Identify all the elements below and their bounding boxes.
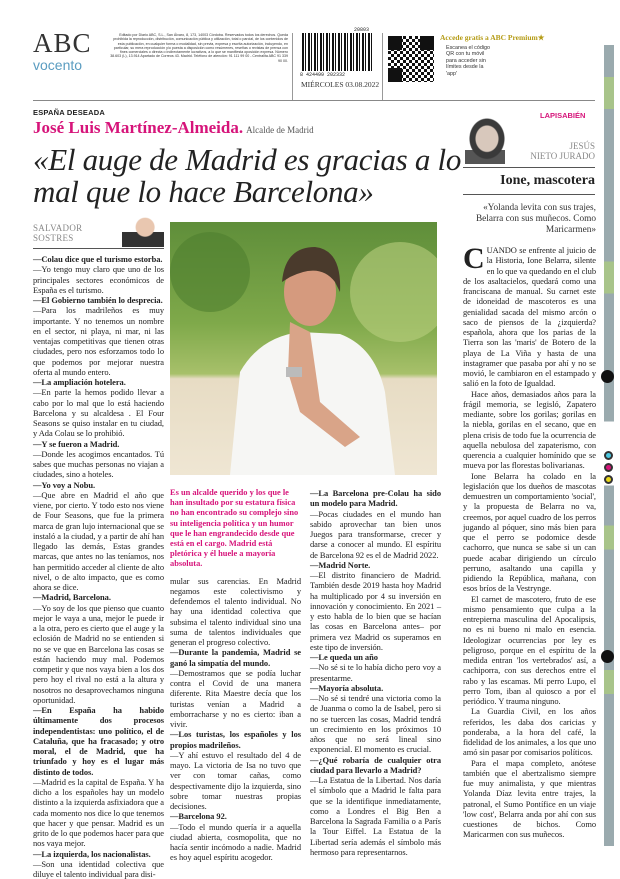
interview-answer: —Y ahí estuvo el resultado del 4 de mayo. La victoria de Isa no tuvo que ver con tomar cañas, como despectivamente dijo la izquierda, sino sobre tomar nuestras propias decisiones. xyxy=(170,749,301,812)
rule xyxy=(463,194,595,195)
interview-answer: —Madrid es la capital de España. Y ha dicho a los españoles hay un modelo distinto a la izquierda asfixiadora que a cada momento nos dice lo que tenemos que hacer y que pensar. Madrid es un grito de lo que podemos hacer para que nos vaya mejor. xyxy=(33,776,164,849)
opinion-column-body xyxy=(463,242,596,840)
interview-answer: —Demostramos que se podía luchar contra el Covid de una manera diferente. Rita Maestre decía que los turistas venían a Madrid a emborracharse y no es cierto: iban a vivir. xyxy=(170,667,301,730)
author-byline xyxy=(33,223,82,243)
interview-question: —Los turistas, los españoles y los propios madrileños. xyxy=(170,729,301,750)
interview-answer: —El distrito financiero de Madrid. También desde 2019 hasta hoy Madrid ha multiplicado por 4 su inversión en innovación y conocimiento. En 2021 –y esto habla de lo bien que se hacían las cosas en Barcelona antes– por primera vez Madrid os superamos en este tipo de inversión. xyxy=(310,570,441,652)
interview-answer: —Son una identidad colectiva que diluye el talento individual para disi- xyxy=(33,858,164,879)
paragraph-text: UANDO se enfrente al juicio de la Historia, Ione Belarra, silente en lo que va quedando en el club de los asaltacielos, quedará como una franciscana de manual. Su carnet este de idoneidad de mascoteros es una genialidad sacada del mismo arcón o saco de piensos de la ¿izquierda? española, ahora que los parias de la Tierra son las 'maris' de Botero de la playa de La Viña y hasta de una instagramer que pasaba por ahí y no se movió, le cambiaron en el estampado y salió en la foto de Igualdad. xyxy=(463,245,596,389)
columnist-byline xyxy=(510,141,595,161)
author-last: NIETO JURADO xyxy=(530,151,595,161)
header-rule xyxy=(33,100,595,101)
interview-question: —¿Qué robaría de cualquier otra ciudad para llevarlo a Madrid? xyxy=(310,754,441,775)
interview-question: —La ampliación hotelera. xyxy=(33,377,126,387)
interview-answer: —Que abre en Madrid el año que viene, por cierto. Y todo esto nos viene de Four Seasons, que fue la primera marca de gran lujo internacional que se instaló a la ciudad, y a partir de ahí han llegado las demás, Estas grandes marcas, que antes no las teníamos, nos han permitido acceder al cliente de alto nivel, o de alto impacto, que es como ahora se dice. xyxy=(33,489,164,592)
byline-rule xyxy=(33,248,164,249)
interview-question: —La izquierda, los nacionalistas. xyxy=(33,848,151,859)
article-column-2-wrapper xyxy=(170,488,301,863)
interview-answer: —Yo soy de los que pienso que cuanto mejor le vaya a una, mejor le puede ir a la otra, pero es cierto que el auge y la eclosión de Madrid no se entienden si no se ve que en Barcelona las cosas se están haciendo muy mal. Podemos competir y que nos vaya bien a los dos pero hoy el rival no está a la altura y nosotros no desaprovechamos ninguna oportunidad. xyxy=(33,602,164,705)
divider xyxy=(382,33,383,100)
color-bar xyxy=(604,45,614,846)
issue-code: 20803 xyxy=(354,27,370,33)
column-section-label: LAPISABIÉN xyxy=(540,111,586,120)
barcode-number: 8 424499 202332 xyxy=(300,72,346,78)
premium-link[interactable] xyxy=(440,33,545,42)
interview-question: —Le queda un año xyxy=(310,652,378,662)
rule xyxy=(463,167,595,168)
column-title: Ione, mascotera xyxy=(500,173,595,188)
interviewee-name xyxy=(33,118,314,140)
column-subtitle: «Yolanda levita con sus trajes, Belarra con sus muñecos. Como Maricarmen» xyxy=(475,203,596,235)
interview-question: —Y se fueron a Madrid. xyxy=(33,438,120,449)
interview-answer: —Para los madrileños es muy importante. Y no tenemos un nombre en el sector, ni playa, ni mar, ni las ventajas competitivas que tienen otras ciudades, pero nos esforzamos todo lo que podemos por mejorar nuestra oferta al mundo entero. xyxy=(33,305,164,377)
interview-question: —Durante la pandemia, Madrid se ganó la simpatía del mundo. xyxy=(170,647,301,668)
columnist-portrait xyxy=(465,118,505,164)
qr-code[interactable] xyxy=(388,36,434,82)
premium-label: Accede gratis a ABC Premium xyxy=(440,33,538,42)
magenta-register-icon xyxy=(604,463,613,472)
issue-date: MIÉRCOLES 03.08.2022 xyxy=(301,80,380,89)
paragraph: El carnet de mascotero, fruto de ese mismo pensamiento que culpa a la entrepierna masculina del Apocalipsis, no es ni bueno ni malo en esencia. Ideologizar ocurrencias por ley es peligroso, porque en el espíritu de la medida entran 'los vertebrados' así, a cachiporra, con sus derechos entre el rabo y las escamas. Mi perro Lupo, el perro Tom, iban al quiosco a por el periódico. Y trauma ninguno. xyxy=(463,593,596,706)
interview-answer: mular sus carencias. En Madrid negamos este colectivismo y defendemos el talento individual. No hay una identidad colectiva que subsima el talento individual sino una suma de talentos individuales que generan el progreso colectivo. xyxy=(170,575,301,648)
role: Alcalde de Madrid xyxy=(246,125,314,135)
author-last: SOSTRES xyxy=(33,233,74,243)
section-label: ESPAÑA DESEADA xyxy=(33,108,105,117)
star-icon: ★ xyxy=(537,33,545,42)
paragraph xyxy=(463,242,596,389)
barcode xyxy=(302,33,374,71)
opinion-column-wrapper xyxy=(463,203,596,840)
interview-question: —La Barcelona pre-Colau ha sido un modelo para Madrid. xyxy=(310,488,441,509)
interview-question: —Mayoría absoluta. xyxy=(310,682,384,693)
paragraph: Ione Belarra ha colado en la legislación que los dueños de mascotas demuestren un comportamiento 'social', y la propuesta de Belarra no va, creemos, por aquel cuadro de los perros jugando al póquer, sino más bien para que el perro se podomice desde cachorro, que nunca se sabe si un can puede acabar dirigiendo un círculo perruno, asaltando una capilla y pidiendo la República, mañana, con esos bríos de la Vestrynge. xyxy=(463,470,596,594)
pull-quote: Es un alcalde querido y los que le han insultado por su estatura física no han encontrado su complejo sino su inteligencia política y un humor que le han engrandecido desde que está en el cargo. Madrid está pletórica y él huele a mayoría absoluta. xyxy=(170,488,299,569)
interview-answer: —Pocas ciudades en el mundo han sabido aprovechar tan bien unos Juegos para transformarse, crecer y darse a conocer al mundo. El espíritu de Barcelona 92 es el de Madrid 2022. xyxy=(310,508,441,560)
registration-dot-icon xyxy=(601,370,614,383)
drop-cap: C xyxy=(463,242,485,275)
interview-answer: —No sé si te lo había dicho pero voy a presentarme. xyxy=(310,662,441,683)
paragraph: Hace años, demasiados años para la frágil memoria, se legisló, Zapatero mediante, sobre los gorilas; gorilas en la niebla, gorilas en el secano, que en plena crisis de todo fue la ocurrencia de aquella nebulosa del zapaterismo, con querencia a cualquier homínido que se mueva por las florestas bolivarianas. xyxy=(463,388,596,471)
interview-answer: —Yo tengo muy claro que uno de los principales sectores económicos de España es el turismo. xyxy=(33,264,164,295)
interview-question: —Colau dice que el turismo estorba. xyxy=(33,254,163,264)
name: José Luis Martínez-Almeida. xyxy=(33,118,244,137)
interview-question: —Yo voy a Nobu. xyxy=(33,479,96,490)
author-first: SALVADOR xyxy=(33,223,83,233)
author-first: JESÚS xyxy=(569,141,595,151)
interview-answer: —Donde les acogimos encantados. Tú sabes que muchas personas no viajan a ciudades, sino a hoteles. xyxy=(33,448,164,480)
interview-question: —Barcelona 92. xyxy=(170,811,227,822)
registration-dot-icon xyxy=(601,650,614,663)
legal-notice: Editado por Diario ABC, S.L., San Álvaro, 8, 173, 14003 Córdoba. Reservados todos los derechos. Queda prohibida la reproducción, distribución, comunicación pública y utilización, total o parcial, de los contenidos de esta publicación, en cualquier forma o modalidad, sin previa, expresa y escrita autorización, incluyendo, en particular, su mera reproducción y/o puesta a disposición como resúmenes, reseñas o revistas de prensa con fines comerciales o directa o indirectamente lucrativos, a lo que se manifiesta oposición expresa. Número 38.603 (L), 13.914 Apartado de Correos 43. Madrid. Teléfono de atención: 91 111 99 00 - Centralita ABC 91 339 90 00. xyxy=(110,33,288,63)
yellow-register-icon xyxy=(604,475,613,484)
interview-question: —Madrid Norte. xyxy=(310,559,371,570)
divider xyxy=(292,33,293,100)
qr-instructions: Escanea el código QR con tu móvil para acceder sin límites desde la 'app' xyxy=(446,45,491,77)
headline: «El auge de Madrid es gracias a lo mal que lo hace Barcelona» xyxy=(33,142,462,209)
interview-answer: —Todo el mundo quería ir a aquella ciudad abierta, cosmopolita, que no hacía sentir incómodo a nadie. Madrid es hoy aquel espíritu acogedor. xyxy=(170,821,301,863)
cyan-register-icon xyxy=(604,451,613,460)
vocento-logo: vocento xyxy=(33,57,83,73)
article-column-2 xyxy=(170,576,301,863)
author-photo xyxy=(122,214,164,247)
interview-photo xyxy=(170,222,437,475)
interview-question: —En España ha habido últimamente dos procesos independentistas: uno político, el de Cataluña, que ha fracasado; y otro moral, el de Madrid, que ha triunfado y hoy es el lugar más distinto de todos. xyxy=(33,705,164,777)
interview-answer: —No sé si tendré una victoria como la de Juanma o como la de Isabel, pero si no se tuercen las cosas, Madrid tendrá un crecimiento en los próximos 10 años que no será lineal sino exponencial. El momento es crucial. xyxy=(310,693,441,755)
interview-question: —Madrid, Barcelona. xyxy=(33,592,111,603)
paragraph: La Guardia Civil, en los años referidos, les daba dos caricias y ponderaba, a la hora del café, la fidelidad de los animales, a los que uno amó sin pasar por comisarios políticos. xyxy=(463,706,596,758)
article-column-3 xyxy=(310,488,441,857)
paragraph: Para el mapa completo, anótese también que el abertzalismo siempre fue muy animalista, y que mientras Yolanda Díaz levita entre trajes, la patronal, el Sumo Pontífice en un viaje 'low cost', Belarra anda por ahí con sus cuestiones de bichos. Como Maricarmen con sus muñecos. xyxy=(463,757,596,840)
interview-answer: —La Estatua de la Libertad. Nos daría el símbolo que a Madrid le falta para que se la identifique inmediatamente, como a Londres el Big Ben a Barcelona la Sagrada Familia o a París la Tour Eiffel. La Estatua de la Libertad sería además el símbolo más hermoso para representarnos. xyxy=(310,775,441,857)
abc-logo: ABC xyxy=(33,28,92,58)
interview-answer: —En parte la hemos podido llevar a cabo por lo mal que lo está haciendo Barcelona y su alcaldesa . El Four Seasons se quiso instalar en tu ciudad, y Ada Colau se lo prohibió. xyxy=(33,387,164,439)
article-column-1 xyxy=(33,254,164,879)
interview-question: —El Gobierno también lo desprecia. xyxy=(33,295,163,305)
